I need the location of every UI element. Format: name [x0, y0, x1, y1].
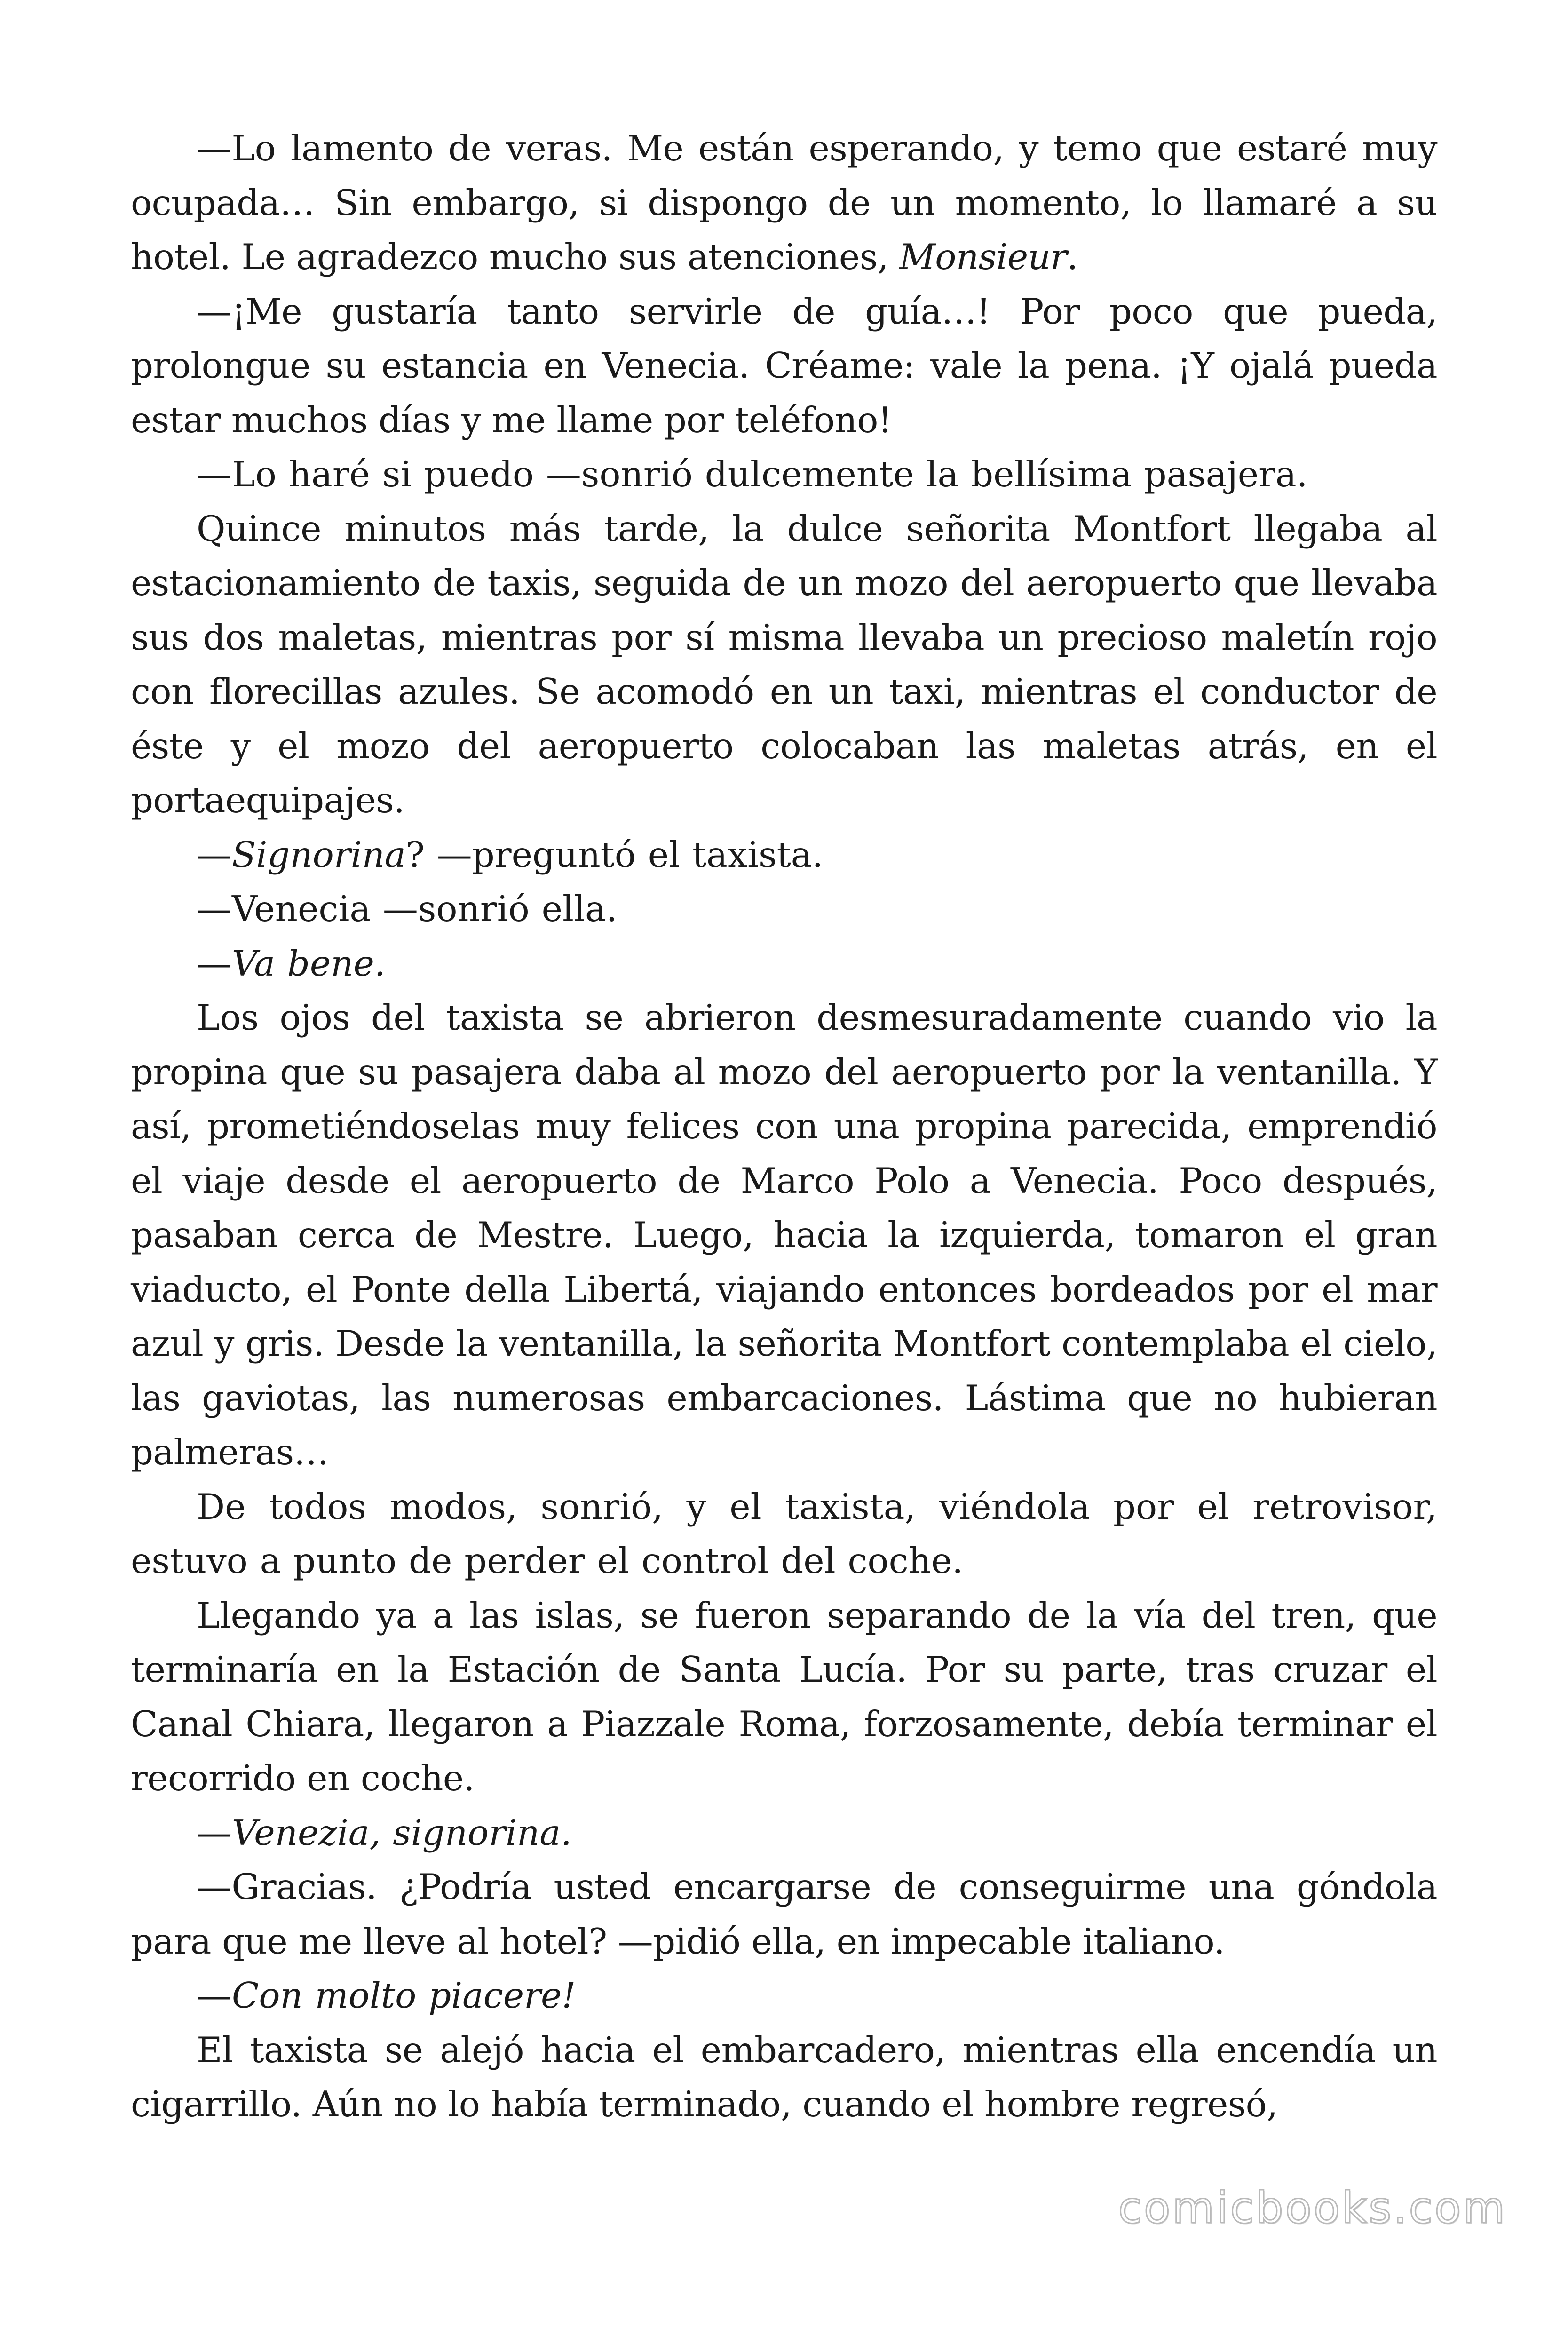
text-run: —: [197, 834, 232, 875]
paragraph: [131, 2023, 1437, 2132]
paragraph: [131, 1806, 1437, 1860]
paragraph: [131, 882, 1437, 937]
paragraph: [131, 828, 1437, 882]
paragraph: [131, 502, 1437, 828]
text-run: —Gracias. ¿Podría usted encargarse de conseguirme una góndola para que me lleve al hotel? —pidió ella, en impecable italiano.: [131, 1866, 1437, 1962]
paragraph: [131, 1860, 1437, 1969]
paragraph: [131, 1969, 1437, 2023]
paragraph: [131, 285, 1437, 448]
text-run: Llegando ya a las islas, se fueron separando de la vía del tren, que terminaría en la Estación de Santa Lucía. Por su parte, tras cruzar el Canal Chiara, llegaron a Piazzale Roma, forzosamente, debía terminar el recorrido en coche.: [131, 1594, 1437, 1799]
paragraph: [131, 1480, 1437, 1589]
italic-text: Signorina: [232, 834, 406, 875]
text-run: ? —preguntó el taxista.: [405, 834, 824, 875]
text-run: .: [1067, 236, 1078, 278]
italic-text: —Venezia, signorina.: [197, 1812, 572, 1853]
text-run: Los ojos del taxista se abrieron desmesuradamente cuando vio la propina que su pasajera daba al mozo del aeropuerto por la ventanilla. Y así, prometiéndoselas muy felices con una propina parecida, emprendió el viaje desde el aeropuerto de Marco Polo a Venecia. Poco después, pasaban cerca de Mestre. Luego, hacia la izquierda, tomaron el gran viaducto, el Ponte della Libertá, viajando entonces bordeados por el mar azul y gris. Desde la ventanilla, la señorita Montfort contemplaba el cielo, las gaviotas, las numerosas embarcaciones. Lástima que no hubieran palmeras…: [131, 997, 1437, 1473]
text-run: El taxista se alejó hacia el embarcadero, mientras ella encendía un cigarrillo. Aún no lo había terminado, cuando el hombre regresó,: [131, 2029, 1437, 2125]
text-run: —Venecia —sonrió ella.: [197, 888, 618, 930]
text-run: —Lo haré si puedo —sonrió dulcemente la bellísima pasajera.: [197, 453, 1308, 495]
text-run: —¡Me gustaría tanto servirle de guía…! Por poco que pueda, prolongue su estancia en Venecia. Créame: vale la pena. ¡Y ojalá pueda estar muchos días y me llame por teléfono!: [131, 290, 1437, 441]
text-run: De todos modos, sonrió, y el taxista, viéndola por el retrovisor, estuvo a punto de perder el control del coche.: [131, 1486, 1437, 1581]
paragraph: [131, 991, 1437, 1480]
book-page: [131, 121, 1437, 2132]
italic-text: Monsieur: [899, 236, 1067, 278]
italic-text: —Va bene.: [197, 942, 386, 984]
text-run: Quince minutos más tarde, la dulce señorita Montfort llegaba al estacionamiento de taxis, seguida de un mozo del aeropuerto que llevaba sus dos maletas, mientras por sí misma llevaba un precioso maletín rojo con florecillas azules. Se acomodó en un taxi, mientras el conductor de éste y el mozo del aeropuerto colocaban las maletas atrás, en el portaequipajes.: [131, 508, 1437, 821]
paragraph: [131, 447, 1437, 502]
paragraph: [131, 121, 1437, 285]
paragraph: [131, 937, 1437, 991]
italic-text: —Con molto piacere!: [197, 1975, 576, 2016]
text-run: —Lo lamento de veras. Me están esperando, y temo que estaré muy ocupada… Sin embargo, si dispongo de un momento, lo llamaré a su hotel. Le agradezco mucho sus atenciones,: [131, 127, 1437, 278]
watermark-logo: comicbooks.com: [1118, 2183, 1507, 2233]
paragraph: [131, 1589, 1437, 1806]
